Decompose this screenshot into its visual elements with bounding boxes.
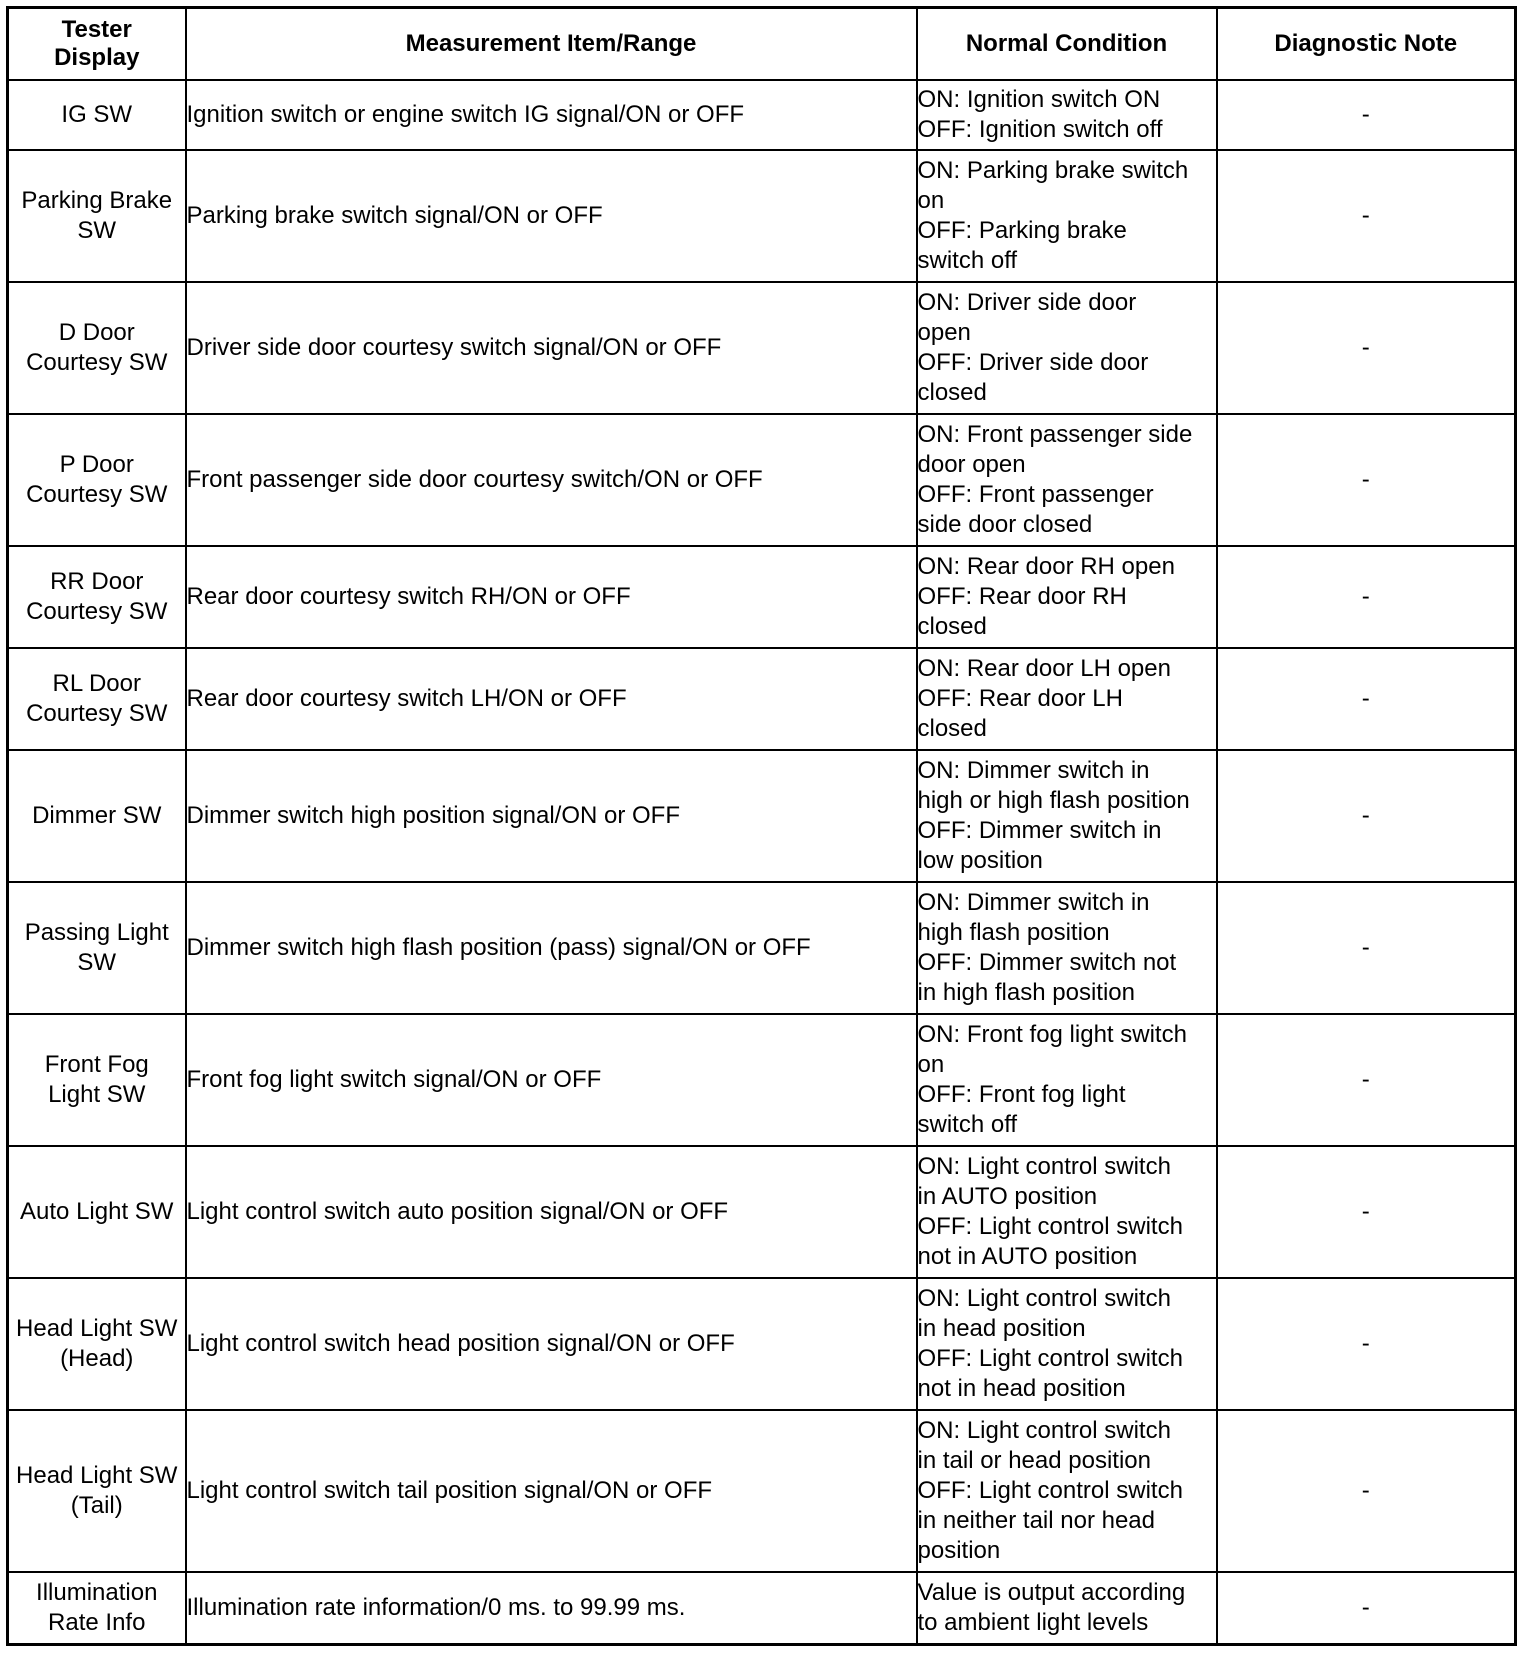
normal-condition-cell: ON: Dimmer switch in high flash position OFF: Dimmer switch not in high flash position xyxy=(917,882,1217,1014)
data-list-sheet xyxy=(6,6,1517,1646)
header-tester-display: Tester Display xyxy=(8,8,186,81)
header-normal-condition: Normal Condition xyxy=(917,8,1217,81)
normal-condition-cell: ON: Parking brake switch on OFF: Parking brake switch off xyxy=(917,150,1217,282)
normal-condition-cell: ON: Light control switch in AUTO position OFF: Light control switch not in AUTO position xyxy=(917,1146,1217,1278)
diagnostic-note-cell: - xyxy=(1217,414,1516,546)
diagnostic-note-cell: - xyxy=(1217,1014,1516,1146)
table-row xyxy=(8,80,1516,150)
measurement-item-cell: Dimmer switch high flash position (pass) signal/ON or OFF xyxy=(186,882,917,1014)
tester-display-cell: Auto Light SW xyxy=(8,1146,186,1278)
measurement-item-cell: Front passenger side door courtesy switch/ON or OFF xyxy=(186,414,917,546)
tester-display-cell: Illumination Rate Info xyxy=(8,1572,186,1644)
tester-display-cell: Front Fog Light SW xyxy=(8,1014,186,1146)
measurement-item-cell: Illumination rate information/0 ms. to 99.99 ms. xyxy=(186,1572,917,1644)
tester-display-cell: RR Door Courtesy SW xyxy=(8,546,186,648)
table-row xyxy=(8,1278,1516,1410)
table-row xyxy=(8,282,1516,414)
table-row xyxy=(8,648,1516,750)
diagnostic-note-cell: - xyxy=(1217,150,1516,282)
measurement-item-cell: Dimmer switch high position signal/ON or OFF xyxy=(186,750,917,882)
tester-display-cell: Parking Brake SW xyxy=(8,150,186,282)
data-list-table xyxy=(6,6,1517,1646)
table-row xyxy=(8,150,1516,282)
diagnostic-note-cell: - xyxy=(1217,1410,1516,1572)
measurement-item-cell: Front fog light switch signal/ON or OFF xyxy=(186,1014,917,1146)
normal-condition-cell: ON: Rear door RH open OFF: Rear door RH closed xyxy=(917,546,1217,648)
header-row xyxy=(8,8,1516,81)
measurement-item-cell: Driver side door courtesy switch signal/ON or OFF xyxy=(186,282,917,414)
header-diagnostic-note: Diagnostic Note xyxy=(1217,8,1516,81)
measurement-item-cell: Light control switch tail position signal/ON or OFF xyxy=(186,1410,917,1572)
measurement-item-cell: Ignition switch or engine switch IG signal/ON or OFF xyxy=(186,80,917,150)
measurement-item-cell: Light control switch head position signal/ON or OFF xyxy=(186,1278,917,1410)
measurement-item-cell: Rear door courtesy switch LH/ON or OFF xyxy=(186,648,917,750)
diagnostic-note-cell: - xyxy=(1217,1572,1516,1644)
table-row xyxy=(8,882,1516,1014)
measurement-item-cell: Parking brake switch signal/ON or OFF xyxy=(186,150,917,282)
tester-display-cell: Dimmer SW xyxy=(8,750,186,882)
table-row xyxy=(8,1146,1516,1278)
tester-display-cell: P Door Courtesy SW xyxy=(8,414,186,546)
table-row xyxy=(8,750,1516,882)
tester-display-cell: D Door Courtesy SW xyxy=(8,282,186,414)
tester-display-cell: Passing Light SW xyxy=(8,882,186,1014)
normal-condition-cell: ON: Ignition switch ON OFF: Ignition switch off xyxy=(917,80,1217,150)
diagnostic-note-cell: - xyxy=(1217,882,1516,1014)
table-row xyxy=(8,1014,1516,1146)
normal-condition-cell: ON: Light control switch in tail or head position OFF: Light control switch in neither tail nor head position xyxy=(917,1410,1217,1572)
diagnostic-note-cell: - xyxy=(1217,546,1516,648)
table-row xyxy=(8,1410,1516,1572)
tester-display-cell: IG SW xyxy=(8,80,186,150)
normal-condition-cell: Value is output according to ambient light levels xyxy=(917,1572,1217,1644)
normal-condition-cell: ON: Light control switch in head position OFF: Light control switch not in head position xyxy=(917,1278,1217,1410)
diagnostic-note-cell: - xyxy=(1217,750,1516,882)
diagnostic-note-cell: - xyxy=(1217,80,1516,150)
normal-condition-cell: ON: Dimmer switch in high or high flash position OFF: Dimmer switch in low position xyxy=(917,750,1217,882)
diagnostic-note-cell: - xyxy=(1217,282,1516,414)
measurement-item-cell: Light control switch auto position signal/ON or OFF xyxy=(186,1146,917,1278)
normal-condition-cell: ON: Driver side door open OFF: Driver side door closed xyxy=(917,282,1217,414)
tester-display-cell: RL Door Courtesy SW xyxy=(8,648,186,750)
measurement-item-cell: Rear door courtesy switch RH/ON or OFF xyxy=(186,546,917,648)
normal-condition-cell: ON: Front passenger side door open OFF: Front passenger side door closed xyxy=(917,414,1217,546)
normal-condition-cell: ON: Rear door LH open OFF: Rear door LH closed xyxy=(917,648,1217,750)
tester-display-cell: Head Light SW (Tail) xyxy=(8,1410,186,1572)
header-measurement-item: Measurement Item/Range xyxy=(186,8,917,81)
tester-display-cell: Head Light SW (Head) xyxy=(8,1278,186,1410)
diagnostic-note-cell: - xyxy=(1217,1278,1516,1410)
table-row xyxy=(8,1572,1516,1644)
table-row xyxy=(8,414,1516,546)
normal-condition-cell: ON: Front fog light switch on OFF: Front fog light switch off xyxy=(917,1014,1217,1146)
diagnostic-note-cell: - xyxy=(1217,648,1516,750)
diagnostic-note-cell: - xyxy=(1217,1146,1516,1278)
table-row xyxy=(8,546,1516,648)
